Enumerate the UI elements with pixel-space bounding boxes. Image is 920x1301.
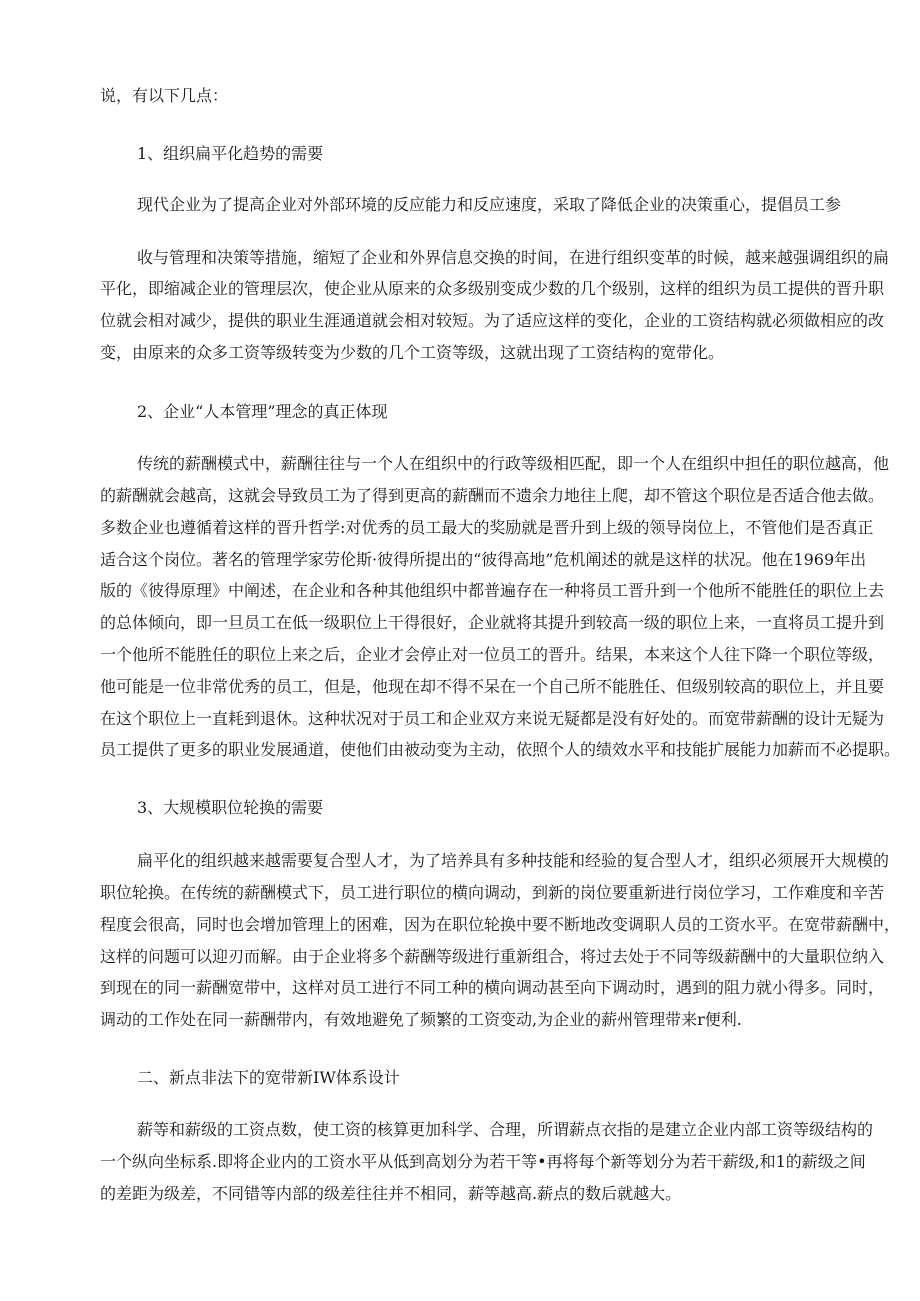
section2-line: 员工提供了更多的职业发展通道，使他们由被动变为主动，依照个人的绩效水平和技能扩展能力加薪而不必提职。: [100, 740, 901, 759]
section1-p2-line: 位就会相对减少，提供的职业生涯通道就会相对较短。为了适应这样的变化，企业的工资结构就必须做相应的改: [100, 311, 885, 330]
section4-line: 薪等和薪级的工资点数，使工资的核算更加科学、合理，所谓薪点衣指的是建立企业内部工资等级结构的: [137, 1120, 874, 1139]
section2-line: 他可能是一位非常优秀的员工，但是，他现在却不得不呆在一个自己所不能胜任、但级别较高的职位上，并且要: [100, 677, 885, 696]
section1-p2-line: 收与管理和决策等措施，缩短了企业和外界信息交换的时间，在进行组织变革的时候，越来越强调组织的扁: [137, 248, 890, 267]
section1-paragraph1: 现代企业为了提高企业对外部环境的反应能力和反应速度，采取了降低企业的决策重心，提倡员工参: [137, 195, 842, 214]
section3-line: 程度会很高，同时也会增加管理上的困难，因为在职位轮换中要不断地改变调职人员的工资水平。在宽带薪酬中，: [100, 915, 901, 934]
section1-p2-line: 变，由原来的众多工资等级转变为少数的几个工资等级，这就出现了工资结构的宽带化。: [100, 343, 725, 362]
section2-line: 版的《彼得原理》中阐述，在企业和各种其他组织中都普遍存在一种将员工晋升到一个他所不能胜任的职位上去: [100, 581, 885, 600]
section2-line: 多数企业也遵循着这样的晋升哲学:对优秀的员工最大的奖励就是晋升到上级的领导岗位上，不管他们是否真正: [100, 518, 874, 537]
section1-heading: 1、组织扁平化趋势的需要: [137, 144, 324, 163]
section2-line: 一个他所不能胜任的职位上来之后，企业才会停止对一位员工的晋升。结果，本来这个人往下降一个职位等级，: [100, 645, 885, 664]
section2-line: 适合这个岗位。著名的管理学家劳伦斯·彼得所提出的“彼得高地”危机阐述的就是这样的状况。他在1969年出: [100, 550, 867, 569]
section4-line: 的差距为级差，不同错等内部的级差往往并不相同，薪等越高.薪点的数后就越大。: [100, 1184, 682, 1203]
section3-line: 这样的问题可以迎刃而解。由于企业将多个薪酬等级进行重新组合，将过去处于不同等级薪酬中的大量职位纳入: [100, 947, 885, 966]
section3-line: 到现在的同一薪酬宽带中，这样对员工进行不同工种的横向调动甚至向下调动时，遇到的阻力就小得多。同时，: [100, 978, 885, 997]
section2-line: 的薪酬就会越高，这就会导致员工为了得到更高的薪酬而不遗余力地往上爬，却不管这个职位是否适合他去做。: [100, 486, 885, 505]
section3-line: 职位轮换。在传统的薪酬模式下，员工进行职位的横向调动，到新的岗位要重新进行岗位学习，工作难度和辛苦: [100, 883, 885, 902]
section2-line: 在这个职位上一直耗到退休。这种状况对于员工和企业双方来说无疑都是没有好处的。而宽带薪酬的设计无疑为: [100, 709, 885, 728]
section3-line: 扁平化的组织越来越需要复合型人才，为了培养具有多种技能和经验的复合型人才，组织必须展开大规模的: [137, 851, 890, 870]
section1-p2-line: 平化，即缩减企业的管理层次，使企业从原来的众多级别变成少数的几个级别，这样的组织为员工提供的晋升职: [100, 279, 885, 298]
section2-line: 传统的薪酬模式中，薪酬往往与一个人在组织中的行政等级相匹配，即一个人在组织中担任的职位越高，他: [137, 454, 890, 473]
intro-text: 说，有以下几点：: [100, 86, 229, 105]
section4-heading: 二、新点非法下的宽带新IW体系设计: [137, 1068, 400, 1087]
section2-line: 的总体倾向，即一旦员工在低一级职位上干得很好，企业就将其提升到较高一级的职位上来，一直将员工提升到: [100, 613, 885, 632]
section2-heading: 2、企业“人本管理”理念的真正体现: [137, 402, 388, 421]
section3-heading: 3、大规模职位轮换的需要: [137, 798, 324, 817]
section3-line: 调动的工作处在同一薪酬带内，有效地避免了频繁的工资变动,为企业的薪州管理带来r便利.: [100, 1010, 742, 1029]
section4-line: 一个纵向坐标系.即将企业内的工资水平从低到高划分为若干等•再将每个新等划分为若干薪级,和1的薪级之间: [100, 1152, 866, 1171]
